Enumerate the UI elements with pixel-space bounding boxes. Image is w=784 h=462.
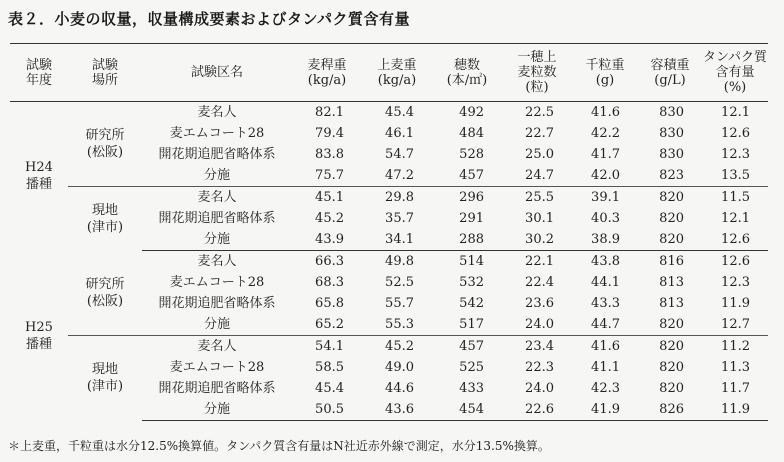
value-cell: 514 bbox=[459, 254, 484, 269]
value-cell: 43.6 bbox=[362, 399, 432, 421]
label-line: (津市) bbox=[86, 219, 124, 235]
plot-name-cell: 開花期追肥省略体系 bbox=[158, 381, 276, 396]
value-cell: 34.1 bbox=[362, 229, 432, 251]
value-cell: 12.7 bbox=[702, 314, 768, 336]
value-cell: 45.4 bbox=[315, 381, 344, 396]
value-cell: 820 bbox=[659, 190, 684, 205]
label-line: 千粒重 bbox=[585, 57, 625, 73]
value-cell: 11.5 bbox=[721, 190, 750, 205]
value-cell: 820 bbox=[659, 211, 684, 226]
value-cell: 12.1 bbox=[721, 105, 750, 120]
value-cell: 23.6 bbox=[525, 296, 554, 311]
value-cell: 66.3 bbox=[315, 254, 344, 269]
value-cell: 65.2 bbox=[292, 314, 362, 336]
value-cell: 41.1 bbox=[591, 360, 620, 375]
value-cell: 11.3 bbox=[721, 360, 750, 375]
value-cell: 45.2 bbox=[315, 211, 344, 226]
value-cell: 45.2 bbox=[385, 339, 414, 354]
value-cell: 24.7 bbox=[502, 165, 572, 187]
label-line: 場所 bbox=[91, 72, 118, 88]
value-cell: 11.2 bbox=[721, 339, 750, 354]
value-cell: 49.8 bbox=[385, 254, 414, 269]
plot-name-cell: 開花期追肥省略体系 bbox=[158, 296, 276, 311]
plot-name-cell: 分施 bbox=[142, 314, 292, 336]
value-cell: 813 bbox=[659, 296, 684, 311]
table-title: 表２．小麦の収量，収量構成要素およびタンパク質含有量 bbox=[8, 10, 410, 28]
value-cell: 54.1 bbox=[315, 339, 344, 354]
value-cell: 22.5 bbox=[525, 105, 554, 120]
header-grains-per-ear bbox=[502, 44, 572, 102]
year-cell bbox=[10, 102, 68, 251]
value-cell: 42.3 bbox=[591, 381, 620, 396]
header-protein bbox=[702, 44, 768, 102]
value-cell: 816 bbox=[659, 254, 684, 269]
label-line: 現地 bbox=[91, 202, 118, 218]
value-cell: 291 bbox=[459, 211, 484, 226]
header-volume-weight bbox=[638, 44, 702, 102]
year-cell bbox=[10, 251, 68, 421]
label-line: 含有量 bbox=[715, 65, 755, 80]
label-line: (%) bbox=[723, 80, 747, 95]
value-cell: 296 bbox=[459, 190, 484, 205]
value-cell: 75.7 bbox=[292, 165, 362, 187]
value-cell: 68.3 bbox=[315, 275, 344, 290]
label-line: 試験 bbox=[91, 57, 118, 73]
plot-name-cell: 麦名人 bbox=[197, 190, 237, 205]
header-straw-weight bbox=[292, 44, 362, 102]
value-cell: 52.5 bbox=[385, 275, 414, 290]
label-line: H24 bbox=[25, 160, 53, 176]
header-site bbox=[68, 44, 142, 102]
table-row bbox=[10, 187, 768, 209]
value-cell: 532 bbox=[459, 275, 484, 290]
label-line: (g) bbox=[595, 72, 615, 88]
label-line: (本/㎡) bbox=[446, 72, 488, 88]
table-body bbox=[10, 102, 768, 421]
value-cell: 25.5 bbox=[525, 190, 554, 205]
value-cell: 39.1 bbox=[591, 190, 620, 205]
value-cell: 22.4 bbox=[525, 275, 554, 290]
value-cell: 41.7 bbox=[591, 147, 620, 162]
value-cell: 42.2 bbox=[591, 126, 620, 141]
table-header bbox=[10, 44, 768, 102]
label-line: 穂数 bbox=[453, 57, 480, 73]
label-line: (津市) bbox=[86, 379, 124, 395]
label-line: 試験区名 bbox=[190, 65, 243, 80]
value-cell: 44.7 bbox=[572, 314, 638, 336]
value-cell: 12.6 bbox=[702, 229, 768, 251]
value-cell: 43.3 bbox=[591, 296, 620, 311]
value-cell: 30.2 bbox=[502, 229, 572, 251]
value-cell: 35.7 bbox=[385, 211, 414, 226]
value-cell: 813 bbox=[659, 275, 684, 290]
value-cell: 517 bbox=[432, 314, 502, 336]
value-cell: 457 bbox=[459, 339, 484, 354]
label-line: 一穂上 bbox=[517, 50, 557, 65]
plot-name-cell: 麦エムコート28 bbox=[169, 275, 265, 290]
value-cell: 38.9 bbox=[572, 229, 638, 251]
value-cell: 54.7 bbox=[385, 147, 414, 162]
value-cell: 40.3 bbox=[591, 211, 620, 226]
label-line: 麦稈重 bbox=[307, 57, 347, 73]
label-line: 播種 bbox=[25, 177, 52, 193]
value-cell: 820 bbox=[659, 339, 684, 354]
value-cell: 525 bbox=[459, 360, 484, 375]
value-cell: 41.6 bbox=[591, 105, 620, 120]
footnote: ＊上麦重，千粒重は水分12.5%換算値。タンパク質含有量はN社近赤外線で測定，水分13.5%換算。 bbox=[8, 439, 550, 453]
plot-name-cell: 麦名人 bbox=[197, 254, 237, 269]
plot-name-cell: 麦エムコート28 bbox=[169, 360, 265, 375]
header-grain-weight bbox=[362, 44, 432, 102]
label-line: 上麦重 bbox=[377, 57, 417, 73]
value-cell: 41.9 bbox=[572, 399, 638, 421]
site-cell bbox=[68, 251, 142, 336]
table-row bbox=[10, 102, 768, 124]
plot-name-cell: 分施 bbox=[142, 399, 292, 421]
value-cell: 484 bbox=[459, 126, 484, 141]
value-cell: 41.6 bbox=[591, 339, 620, 354]
value-cell: 55.3 bbox=[362, 314, 432, 336]
label-line: (松阪) bbox=[86, 293, 124, 309]
value-cell: 44.6 bbox=[385, 381, 414, 396]
label-line: タンパク質 bbox=[702, 50, 768, 65]
table-row bbox=[10, 251, 768, 273]
site-cell bbox=[68, 102, 142, 187]
value-cell: 820 bbox=[638, 314, 702, 336]
value-cell: 823 bbox=[638, 165, 702, 187]
value-cell: 457 bbox=[432, 165, 502, 187]
value-cell: 82.1 bbox=[315, 105, 344, 120]
yield-table bbox=[10, 43, 768, 421]
value-cell: 528 bbox=[459, 147, 484, 162]
value-cell: 46.1 bbox=[385, 126, 414, 141]
value-cell: 820 bbox=[638, 229, 702, 251]
label-line: (粒) bbox=[525, 80, 549, 95]
value-cell: 25.0 bbox=[525, 147, 554, 162]
label-line: 麦粒数 bbox=[517, 65, 557, 80]
value-cell: 45.1 bbox=[315, 190, 344, 205]
label-line: 年度 bbox=[25, 72, 52, 88]
value-cell: 22.1 bbox=[525, 254, 554, 269]
label-line: (kg/a) bbox=[377, 72, 417, 88]
value-cell: 542 bbox=[459, 296, 484, 311]
value-cell: 24.0 bbox=[502, 314, 572, 336]
value-cell: 830 bbox=[659, 126, 684, 141]
value-cell: 11.7 bbox=[721, 381, 750, 396]
table-row bbox=[10, 336, 768, 358]
label-line: 研究所 bbox=[85, 276, 125, 292]
header-ear-count bbox=[432, 44, 502, 102]
label-line: H25 bbox=[25, 319, 53, 335]
value-cell: 12.6 bbox=[721, 126, 750, 141]
label-line: (g/L) bbox=[654, 72, 686, 88]
value-cell: 79.4 bbox=[315, 126, 344, 141]
value-cell: 492 bbox=[459, 105, 484, 120]
value-cell: 454 bbox=[432, 399, 502, 421]
value-cell: 12.3 bbox=[721, 147, 750, 162]
value-cell: 12.6 bbox=[721, 254, 750, 269]
value-cell: 83.8 bbox=[315, 147, 344, 162]
value-cell: 30.1 bbox=[525, 211, 554, 226]
value-cell: 23.4 bbox=[525, 339, 554, 354]
plot-name-cell: 分施 bbox=[142, 229, 292, 251]
value-cell: 288 bbox=[432, 229, 502, 251]
header-thousand-grain-weight bbox=[572, 44, 638, 102]
value-cell: 49.0 bbox=[385, 360, 414, 375]
label-line: (松阪) bbox=[86, 145, 124, 160]
value-cell: 29.8 bbox=[385, 190, 414, 205]
value-cell: 433 bbox=[459, 381, 484, 396]
value-cell: 22.7 bbox=[525, 126, 554, 141]
value-cell: 12.1 bbox=[721, 211, 750, 226]
plot-name-cell: 開花期追肥省略体系 bbox=[158, 147, 276, 162]
value-cell: 55.7 bbox=[385, 296, 414, 311]
value-cell: 47.2 bbox=[362, 165, 432, 187]
value-cell: 22.3 bbox=[525, 360, 554, 375]
plot-name-cell: 麦名人 bbox=[197, 105, 237, 120]
value-cell: 44.1 bbox=[591, 275, 620, 290]
value-cell: 11.9 bbox=[721, 296, 750, 311]
header-year bbox=[10, 44, 68, 102]
plot-name-cell: 麦エムコート28 bbox=[169, 126, 265, 141]
value-cell: 11.9 bbox=[702, 399, 768, 421]
label-line: 現地 bbox=[91, 362, 118, 378]
plot-name-cell: 分施 bbox=[142, 165, 292, 187]
value-cell: 820 bbox=[659, 360, 684, 375]
value-cell: 22.6 bbox=[502, 399, 572, 421]
label-line: 研究所 bbox=[85, 128, 125, 143]
label-line: (kg/a) bbox=[307, 72, 347, 88]
value-cell: 65.8 bbox=[315, 296, 344, 311]
plot-name-cell: 麦名人 bbox=[197, 339, 237, 354]
site-cell bbox=[68, 187, 142, 251]
label-line: 容積重 bbox=[650, 57, 690, 73]
label-line: 試験 bbox=[25, 57, 52, 73]
header-plot bbox=[142, 44, 292, 102]
label-line: 播種 bbox=[25, 336, 52, 352]
value-cell: 43.9 bbox=[292, 229, 362, 251]
value-cell: 13.5 bbox=[702, 165, 768, 187]
value-cell: 45.4 bbox=[385, 105, 414, 120]
value-cell: 50.5 bbox=[292, 399, 362, 421]
value-cell: 43.8 bbox=[591, 254, 620, 269]
site-cell bbox=[68, 336, 142, 421]
value-cell: 820 bbox=[659, 381, 684, 396]
value-cell: 42.0 bbox=[572, 165, 638, 187]
value-cell: 830 bbox=[659, 147, 684, 162]
value-cell: 12.3 bbox=[721, 275, 750, 290]
value-cell: 826 bbox=[638, 399, 702, 421]
value-cell: 24.0 bbox=[525, 381, 554, 396]
value-cell: 58.5 bbox=[315, 360, 344, 375]
value-cell: 830 bbox=[659, 105, 684, 120]
plot-name-cell: 開花期追肥省略体系 bbox=[158, 211, 276, 226]
